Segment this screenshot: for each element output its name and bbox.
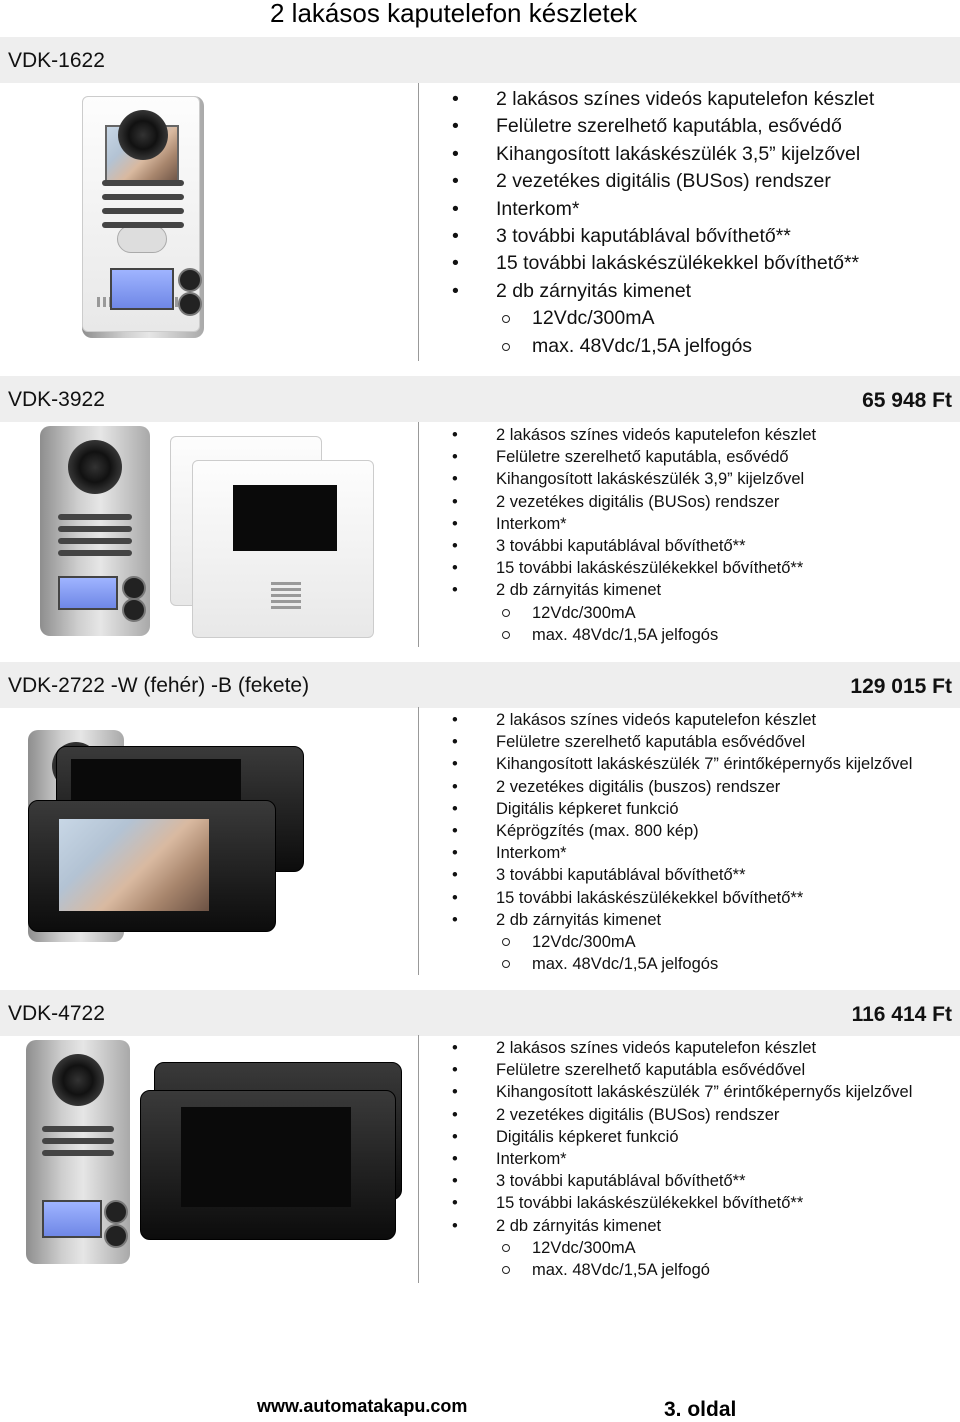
feature-subitem: 12Vdc/300mA [460,305,874,332]
indoor-monitor-image [192,460,374,638]
feature-item: • 2 vezetékes digitális (BUSos) rendszer [460,168,874,195]
feature-subitem: 12Vdc/300mA [460,602,816,624]
product-model-1: VDK-1622 [8,49,105,72]
product-image-2 [40,426,380,636]
feature-item: • 3 további kaputáblával bővíthető** [460,535,816,557]
feature-item: • 2 db zárnyitás kimenet [460,579,816,601]
product-band-4 [0,990,960,1036]
product-image-4 [26,1040,406,1270]
feature-item: • 2 lakásos színes videós kaputelefon készlet [460,424,816,446]
product-model-3: VDK-2722 -W (fehér) -B (fekete) [8,674,310,697]
footer-url[interactable]: www.automatakapu.com [257,1396,468,1416]
feature-item: • Felületre szerelhető kaputábla esővédővel [460,1059,912,1081]
product-image-3 [28,730,398,944]
feature-subitem: 12Vdc/300mA [460,931,912,953]
feature-item: • Felületre szerelhető kaputábla esővédővel [460,731,912,753]
feature-subitem: max. 48Vdc/1,5A jelfogós [460,624,816,646]
feature-item: • 2 lakásos színes videós kaputelefon készlet [460,1037,912,1059]
feature-item: • Digitális képkeret funkció [460,1126,912,1148]
column-divider-2 [418,422,419,647]
product-band-2 [0,376,960,422]
feature-list-2 [460,424,816,646]
feature-item: • 2 vezetékes digitális (BUSos) rendszer [460,1104,912,1126]
feature-item: • Interkom* [460,513,816,535]
feature-item: • 2 vezetékes digitális (BUSos) rendszer [460,491,816,513]
product-price-2: 65 948 Ft [862,389,952,412]
feature-item: • Interkom* [460,842,912,864]
door-panel-image [26,1040,130,1264]
product-band-1 [0,37,960,83]
column-divider-3 [418,707,419,975]
feature-item: • 3 további kaputáblával bővíthető** [460,1170,912,1192]
footer-page-number: 3. oldal [664,1398,737,1421]
feature-item: • Digitális képkeret funkció [460,798,912,820]
feature-item: • Felületre szerelhető kaputábla, esővédő [460,113,874,140]
indoor-monitor-image [28,800,276,932]
feature-item: • 15 további lakáskészülékekkel bővíthető** [460,557,816,579]
feature-item: • 2 db zárnyitás kimenet [460,909,912,931]
feature-list-4 [460,1037,912,1281]
feature-subitem: 12Vdc/300mA [460,1237,912,1259]
feature-item: • 2 lakásos színes videós kaputelefon készlet [460,709,912,731]
feature-item: • Interkom* [460,1148,912,1170]
product-image-1 [82,96,372,346]
feature-item: • 15 további lakáskészülékekkel bővíthető** [460,887,912,909]
feature-item: • 15 további lakáskészülékekkel bővíthető** [460,1192,912,1214]
feature-list-1 [460,86,874,360]
feature-item: • Felületre szerelhető kaputábla, esővédő [460,446,816,468]
indoor-monitor-image [140,1090,396,1240]
product-model-2: VDK-3922 [8,388,105,411]
page-title: 2 lakásos kaputelefon készletek [270,0,638,28]
feature-subitem: max. 48Vdc/1,5A jelfogós [460,953,912,975]
feature-item: • 2 lakásos színes videós kaputelefon készlet [460,86,874,113]
feature-subitem: max. 48Vdc/1,5A jelfogós [460,333,874,360]
product-model-4: VDK-4722 [8,1002,105,1025]
feature-list-3 [460,709,912,975]
feature-item: • 2 vezetékes digitális (buszos) rendszer [460,776,912,798]
feature-item: • 3 további kaputáblával bővíthető** [460,223,874,250]
feature-subitem: max. 48Vdc/1,5A jelfogó [460,1259,912,1281]
column-divider-1 [418,83,419,361]
door-panel-image [40,426,150,636]
feature-item: • Interkom* [460,196,874,223]
feature-item: • 3 további kaputáblával bővíthető** [460,864,912,886]
column-divider-4 [418,1035,419,1283]
feature-item: • Kihangosított lakáskészülék 7” érintőképernyős kijelzővel [460,1081,912,1103]
feature-item: • Kihangosított lakáskészülék 3,9” kijelzővel [460,468,816,490]
product-price-3: 129 015 Ft [850,675,952,698]
product-price-4: 116 414 Ft [851,1003,952,1026]
feature-item: • 2 db zárnyitás kimenet [460,278,874,305]
feature-item: • Kihangosított lakáskészülék 7” érintőképernyős kijelzővel [460,753,912,775]
feature-item: • Kihangosított lakáskészülék 3,5” kijelzővel [460,141,874,168]
feature-item: • Képrögzítés (max. 800 kép) [460,820,912,842]
feature-item: • 2 db zárnyitás kimenet [460,1215,912,1237]
feature-item: • 15 további lakáskészülékekkel bővíthető** [460,250,874,277]
